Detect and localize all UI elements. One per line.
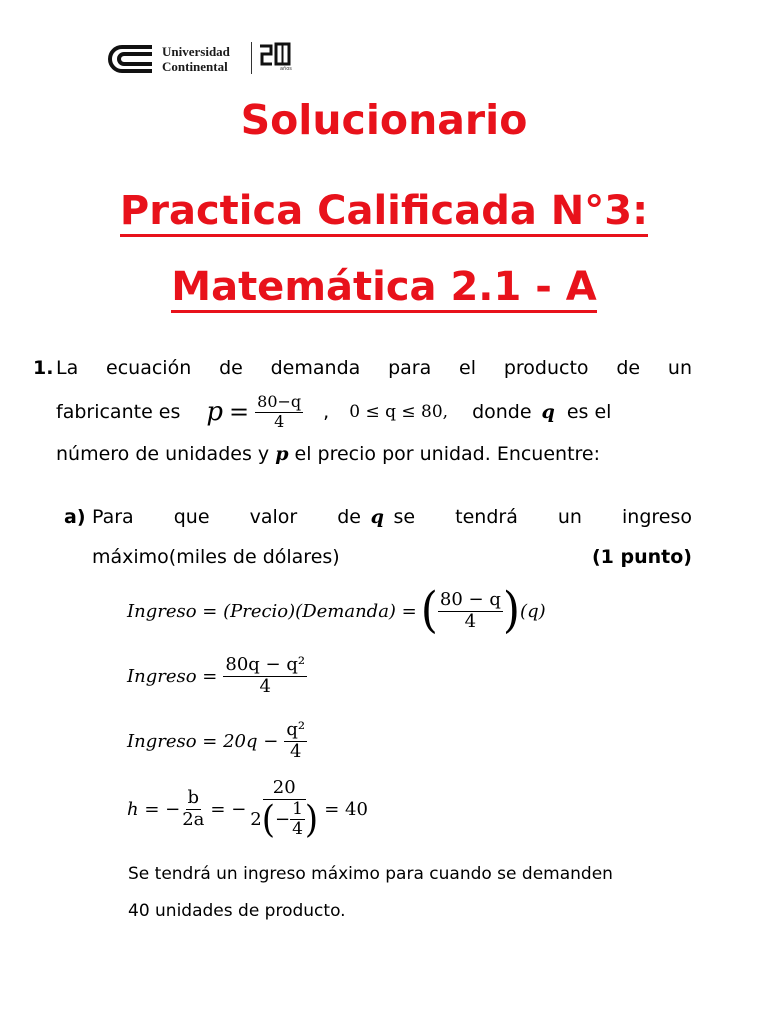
equation-2: Ingreso = $\frac{\text{80q − q²}}{4}$ xyxy=(127,653,306,697)
university-name: Universidad Continental xyxy=(162,44,230,74)
problem-line-2: fabricante es p = $\frac{80-q}{4}$ , 0 ≤ q ≤ 80, donde q es el xyxy=(56,392,612,431)
part-a-line-2: máximo(miles de dólares) xyxy=(92,546,340,568)
anniversary-label: años xyxy=(280,66,292,72)
university-logo xyxy=(108,42,318,76)
problem-number: 1. xyxy=(33,357,54,379)
part-a-line-1: Para que valor de q se tendrá un ingreso xyxy=(92,506,692,528)
conclusion-line-1: Se tendrá un ingreso máximo para cuando se demanden xyxy=(128,864,613,884)
equation-3: Ingreso = 20q − $\frac{\text{q²}}{4}$ xyxy=(127,718,306,762)
title-solucionario: Solucionario xyxy=(240,96,528,144)
conclusion-line-2: 40 unidades de producto. xyxy=(128,901,346,921)
logo-divider xyxy=(251,42,252,74)
part-a-label: a) xyxy=(64,506,86,528)
title-practica: Practica Calificada N°3: xyxy=(0,188,768,234)
problem-line-1: La ecuación de demanda para el producto de un xyxy=(56,357,692,379)
equation-1: Ingreso = (Precio)(Demanda) = ( $\frac{80 - q}{4}$ ) (q) xyxy=(127,582,546,639)
demand-fraction: $\frac{80-q}{4}$ xyxy=(257,392,302,431)
university-emblem-icon xyxy=(108,42,156,76)
part-a-points: (1 punto) xyxy=(592,546,692,568)
equation-4: h = − $\frac{b}{2a}$ = − 20 2 ( − $\frac{1}{4}$ ) = 40 xyxy=(127,777,368,842)
title-matematica: Matemática 2.1 - A xyxy=(0,264,768,310)
problem-line-3: número de unidades y p el precio por unidad. Encuentre: xyxy=(56,443,601,465)
